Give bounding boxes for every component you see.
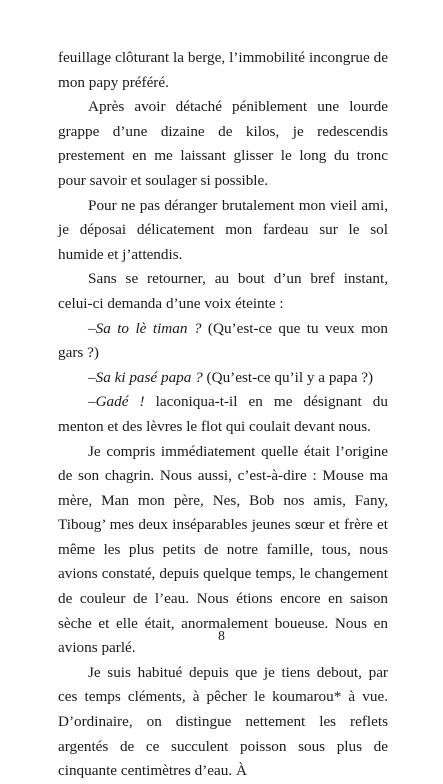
dialogue-dash: – [88,319,96,337]
dialogue-dash: – [88,393,96,411]
paragraph-continuation: feuillage clôturant la berge, l’immobilité incongrue de mon papy préféré. [58,49,388,91]
dialogue-dash: – [88,368,96,386]
paragraph-voix-eteinte: Sans se retourner, au bout d’un bref instant, celui-ci demanda d’une voix éteinte : [58,270,388,312]
paragraph-koumarou: Je suis habitué depuis que je tiens debout, par ces temps cléments, à pêcher le koumarou* à vue. D’ordinaire, on distingue nettement les reflets argentés de ce succulent poisson sous plus de cinquante centimètres d’eau. À [58,663,388,780]
page-number: 8 [218,628,225,643]
paragraph-fardeau: Pour ne pas déranger brutalement mon vieil ami, je déposai délicatement mon fardeau sur le sol humide et j’attendis. [58,196,388,263]
dialogue-creole: Sa to lè timan ? [95,319,202,337]
dialogue-line-2 [58,366,388,391]
paragraph-chagrin: Je compris immédiatement quelle était l’origine de son chagrin. Nous aussi, c’est-à-dire : Mouse ma mère, Man mon père, Nes, Bob nos amis, Fany, Tiboug’ mes deux inséparables jeunes sœur et frère et même les plus petits de notre famille, tous, nous avions constaté, depuis quelque temps, le changement de couleur de l’eau. Nous étions encore en saison sèche et elle était, anormalement boueuse. Nous en avions parlé. [58,442,388,657]
dialogue-line-3 [58,390,388,439]
dialogue-translation: (Qu’est-ce qu’il y a papa ?) [202,368,374,386]
dialogue-translation: (Qu’est-ce que tu veux mon gars ?) [58,319,388,362]
dialogue-translation: laconiqua-t-il en me désignant du menton et des lèvres le flot qui coulait devant nous. [58,393,388,435]
dialogue-creole: Gadé ! [95,393,145,411]
body-text [58,46,388,784]
dialogue-creole: Sa ki pasé papa ? [95,368,203,386]
dialogue-line-1 [58,317,388,366]
paragraph-grappe: Après avoir détaché péniblement une lourde grappe d’une dizaine de kilos, je redescendis prestement en me laissant glisser le long du tronc pour savoir et soulager si possible. [58,98,388,189]
